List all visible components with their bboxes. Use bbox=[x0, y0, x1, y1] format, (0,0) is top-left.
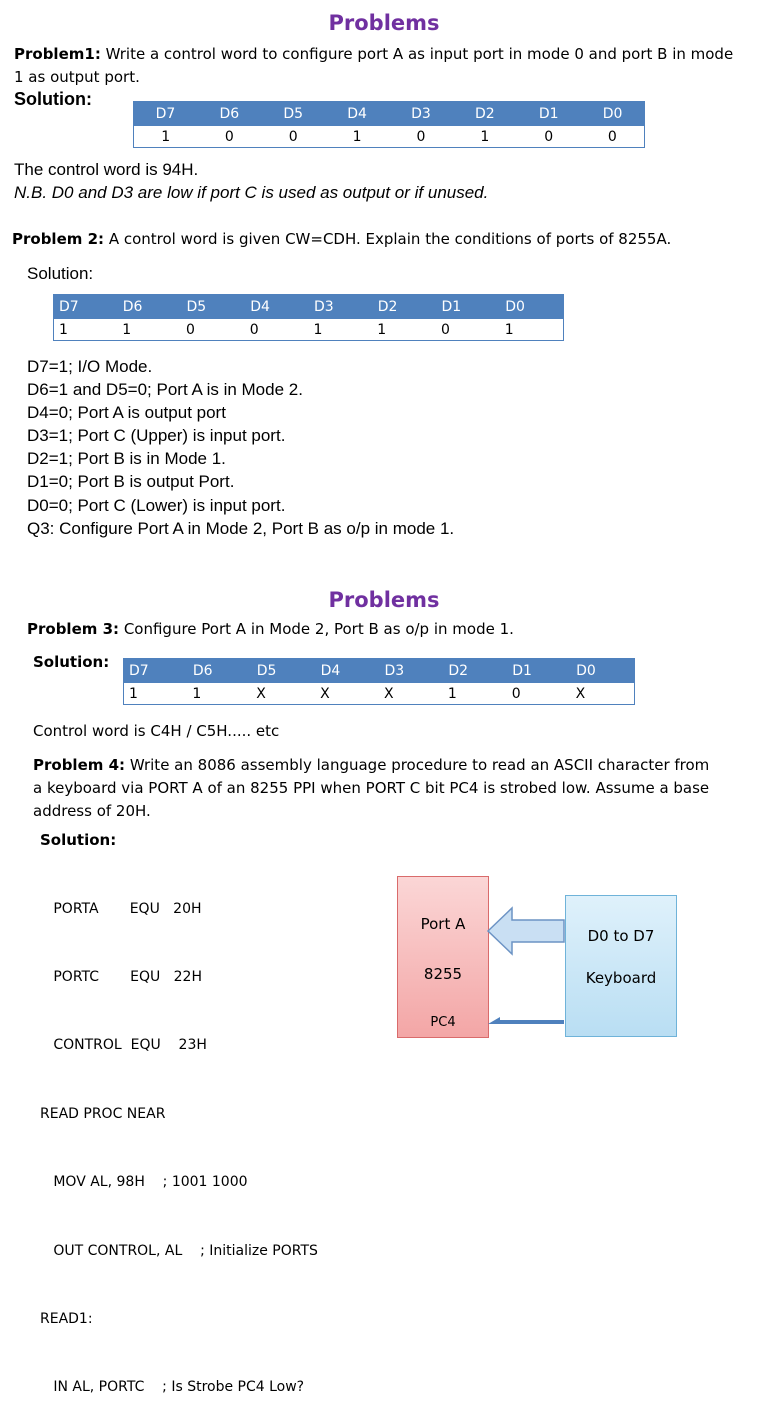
code-line: OUT CONTROL, AL ; Initialize PORTS bbox=[40, 1242, 318, 1259]
table-value-cell: 1 bbox=[443, 683, 507, 705]
keyboard-box bbox=[565, 895, 677, 1037]
problem4-body: Write an 8086 assembly language procedure to read an ASCII character from a keyboard via PORT A of an 8255 PPI when PORT C bit PC4 is strobed low. Assume a base address of 20H. bbox=[33, 756, 710, 820]
assembly-code bbox=[40, 852, 318, 1422]
code-line: CONTROL EQU 23H bbox=[40, 1037, 207, 1054]
table-header-cell: D5 bbox=[251, 659, 315, 683]
table-value-cell: X bbox=[251, 683, 315, 705]
chip-pc4-label: PC4 bbox=[430, 1015, 456, 1030]
table-header-cell: D2 bbox=[453, 102, 517, 126]
list-item: D7=1; I/O Mode. bbox=[27, 357, 153, 376]
list-item: D4=0; Port A is output port bbox=[27, 403, 226, 423]
table-header-cell: D6 bbox=[197, 102, 261, 126]
table-value-cell: 1 bbox=[372, 319, 436, 341]
code-line: READ1: bbox=[40, 1310, 93, 1327]
strobe-arrow-icon bbox=[486, 1014, 566, 1024]
problem1-label: Problem1: bbox=[14, 45, 101, 63]
table-header-cell: D4 bbox=[245, 295, 309, 319]
problem3-text bbox=[27, 620, 747, 638]
table-header-cell: D6 bbox=[187, 659, 251, 683]
table-value-cell: 0 bbox=[389, 126, 453, 148]
table-header-cell: D3 bbox=[309, 295, 373, 319]
table-value-row bbox=[124, 683, 635, 705]
list-item: D1=0; Port B is output Port. bbox=[27, 472, 235, 492]
table-header-cell: D4 bbox=[315, 659, 379, 683]
table-value-cell: 1 bbox=[309, 319, 373, 341]
keyboard-label: Keyboard bbox=[585, 969, 657, 987]
table-header-cell: D7 bbox=[54, 295, 118, 319]
problem2-label: Problem 2: bbox=[12, 230, 105, 248]
note-1: N.B. D0 and D3 are low if port C is used as output or if unused. bbox=[14, 183, 489, 202]
code-line: PORTC EQU 22H bbox=[40, 968, 202, 985]
table-value-cell: 1 bbox=[500, 319, 564, 341]
table-value-cell: 0 bbox=[581, 126, 645, 148]
table-value-row bbox=[54, 319, 564, 341]
explanation-list bbox=[27, 355, 454, 540]
control-word-table-3 bbox=[123, 658, 635, 705]
table-header-cell: D7 bbox=[134, 102, 198, 126]
table-header-cell: D1 bbox=[517, 102, 581, 126]
page-title-2: Problems bbox=[328, 588, 440, 612]
table-value-cell: 0 bbox=[197, 126, 261, 148]
table-value-cell: X bbox=[379, 683, 443, 705]
table-header-cell: D1 bbox=[436, 295, 500, 319]
table-value-cell: 0 bbox=[245, 319, 309, 341]
list-item: D0=0; Port C (Lower) is input port. bbox=[27, 495, 286, 515]
code-line: MOV AL, 98H ; 1001 1000 bbox=[40, 1174, 248, 1191]
code-line: IN AL, PORTC ; Is Strobe PC4 Low? bbox=[40, 1379, 305, 1396]
list-item: D3=1; Port C (Upper) is input port. bbox=[27, 426, 286, 446]
keyboard-bits-label: D0 to D7 bbox=[587, 927, 655, 945]
table-value-cell: 0 bbox=[181, 319, 245, 341]
data-arrow-icon bbox=[486, 906, 566, 956]
table-value-cell: X bbox=[315, 683, 379, 705]
table-header-cell: D2 bbox=[372, 295, 436, 319]
table-value-cell: 1 bbox=[117, 319, 181, 341]
solution-label-3: Solution: bbox=[33, 653, 110, 671]
table-value-cell: 1 bbox=[134, 126, 198, 148]
table-value-cell: 1 bbox=[54, 319, 118, 341]
table-value-cell: 1 bbox=[325, 126, 389, 148]
table-value-cell: 1 bbox=[187, 683, 251, 705]
table-header-row bbox=[134, 102, 645, 126]
control-word-table-1 bbox=[133, 101, 645, 148]
control-word-3: Control word is C4H / C5H..... etc bbox=[33, 722, 280, 740]
code-line: READ PROC NEAR bbox=[40, 1105, 166, 1122]
table-header-cell: D0 bbox=[500, 295, 564, 319]
problem4-label: Problem 4: bbox=[33, 756, 126, 774]
table-header-cell: D3 bbox=[389, 102, 453, 126]
table-value-row bbox=[134, 126, 645, 148]
table-header-cell: D2 bbox=[443, 659, 507, 683]
chip-name-label: 8255 bbox=[423, 965, 463, 983]
table-value-cell: 0 bbox=[261, 126, 325, 148]
problem1-body: Write a control word to configure port A as input port in mode 0 and port B in mode 1 as output port. bbox=[14, 45, 734, 86]
problem4-text bbox=[33, 754, 723, 823]
table-header-cell: D4 bbox=[325, 102, 389, 126]
control-word-1: The control word is 94H. bbox=[14, 160, 199, 179]
table-value-cell: 1 bbox=[124, 683, 188, 705]
problem3-label: Problem 3: bbox=[27, 620, 120, 638]
ppi-8255-chip bbox=[397, 876, 489, 1038]
problem2-text bbox=[12, 230, 752, 248]
table-header-cell: D5 bbox=[261, 102, 325, 126]
solution-label-4: Solution: bbox=[40, 831, 117, 849]
table-header-row bbox=[124, 659, 635, 683]
problem2-body: A control word is given CW=CDH. Explain the conditions of ports of 8255A. bbox=[104, 230, 672, 248]
table-header-cell: D5 bbox=[181, 295, 245, 319]
table-header-cell: D3 bbox=[379, 659, 443, 683]
table-value-cell: 0 bbox=[436, 319, 500, 341]
table-header-row bbox=[54, 295, 564, 319]
problem3-body: Configure Port A in Mode 2, Port B as o/p in mode 1. bbox=[119, 620, 514, 638]
control-word-table-2 bbox=[53, 294, 564, 341]
solution-label-2: Solution: bbox=[27, 264, 94, 283]
page-title-1: Problems bbox=[328, 11, 440, 35]
table-header-cell: D7 bbox=[124, 659, 188, 683]
table-header-cell: D6 bbox=[117, 295, 181, 319]
solution-label-1: Solution: bbox=[14, 89, 92, 109]
problem1-text bbox=[14, 43, 734, 89]
strobe-arrow-shape bbox=[488, 1017, 564, 1024]
table-header-cell: D0 bbox=[581, 102, 645, 126]
table-value-cell: X bbox=[571, 683, 635, 705]
table-header-cell: D0 bbox=[571, 659, 635, 683]
chip-port-a-label: Port A bbox=[420, 915, 466, 933]
table-header-cell: D1 bbox=[507, 659, 571, 683]
arrow-shape bbox=[488, 908, 564, 954]
table-value-cell: 1 bbox=[453, 126, 517, 148]
list-item: D6=1 and D5=0; Port A is in Mode 2. bbox=[27, 380, 303, 400]
code-line: PORTA EQU 20H bbox=[40, 900, 202, 917]
list-item: D2=1; Port B is in Mode 1. bbox=[27, 449, 226, 469]
table-value-cell: 0 bbox=[517, 126, 581, 148]
list-item: Q3: Configure Port A in Mode 2, Port B as o/p in mode 1. bbox=[27, 518, 455, 538]
table-value-cell: 0 bbox=[507, 683, 571, 705]
